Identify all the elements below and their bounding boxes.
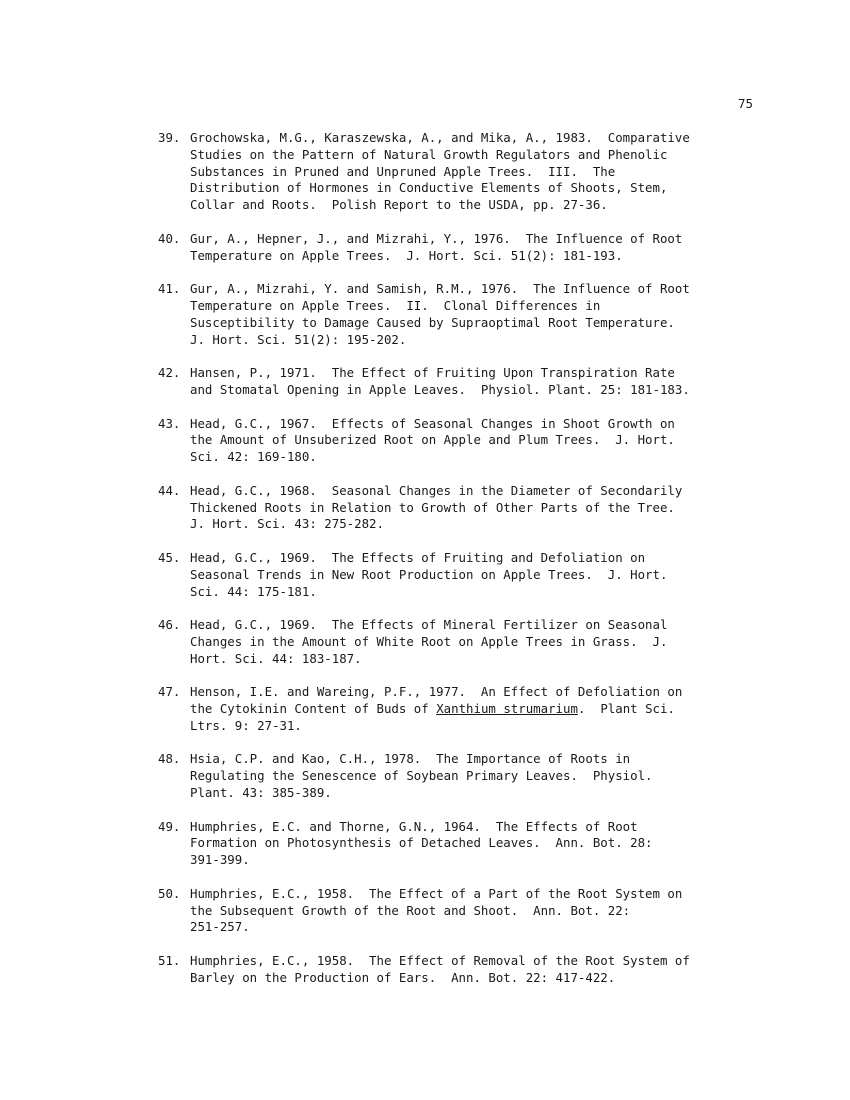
reference-line: Sci. 42: 169-180. [190, 449, 317, 465]
page-number: 75 [738, 96, 753, 111]
reference-line-end: . Plant Sci. [577, 701, 675, 717]
reference-number: 48. [158, 751, 181, 767]
reference-line: Hsia, C.P. and Kao, C.H., 1978. The Importance of Roots in [190, 751, 631, 767]
reference-text [190, 416, 778, 466]
reference-line: Hansen, P., 1971. The Effect of Fruiting Upon Transpiration Rate [190, 365, 675, 381]
reference-line: Head, G.C., 1969. The Effects of Mineral Fertilizer on Seasonal [190, 617, 668, 633]
reference-text [190, 281, 778, 348]
reference-line: the Amount of Unsuberized Root on Apple and Plum Trees. J. Hort. [190, 432, 675, 448]
reference-line: Head, G.C., 1967. Effects of Seasonal Changes in Shoot Growth on [190, 415, 675, 431]
reference-item [158, 416, 778, 466]
reference-line: J. Hort. Sci. 43: 275-282. [190, 516, 384, 532]
reference-text [190, 819, 778, 869]
reference-line-start: the Cytokinin Content of Buds of [190, 701, 437, 717]
reference-line: 391-399. [190, 852, 250, 868]
reference-line: Sci. 44: 175-181. [190, 583, 317, 599]
reference-text [190, 231, 778, 265]
reference-text [190, 886, 778, 936]
reference-line: 251-257. [190, 919, 250, 935]
reference-item [158, 953, 778, 987]
reference-list [158, 130, 778, 987]
reference-line: Regulating the Senescence of Soybean Primary Leaves. Physiol. [190, 768, 653, 784]
reference-item [158, 886, 778, 936]
reference-line: Henson, I.E. and Wareing, P.F., 1977. An Effect of Defoliation on [190, 684, 683, 700]
reference-item [158, 684, 778, 734]
reference-line: and Stomatal Opening in Apple Leaves. Physiol. Plant. 25: 181-183. [190, 381, 690, 397]
reference-number: 44. [158, 482, 181, 498]
reference-item [158, 281, 778, 348]
reference-line: Humphries, E.C., 1958. The Effect of Removal of the Root System of [190, 953, 690, 969]
reference-text [190, 751, 778, 801]
reference-line: Humphries, E.C., 1958. The Effect of a Part of the Root System on [190, 885, 683, 901]
reference-line: Changes in the Amount of White Root on Apple Trees in Grass. J. [190, 633, 668, 649]
reference-number: 47. [158, 684, 181, 700]
reference-line: the Subsequent Growth of the Root and Shoot. Ann. Bot. 22: [190, 902, 631, 918]
reference-text [190, 365, 778, 399]
reference-line: Barley on the Production of Ears. Ann. Bot. 22: 417-422. [190, 969, 616, 985]
reference-number: 45. [158, 549, 181, 565]
reference-line: Temperature on Apple Trees. II. Clonal Differences in [190, 297, 601, 313]
reference-text [190, 684, 778, 734]
reference-number: 43. [158, 415, 181, 431]
reference-line: J. Hort. Sci. 51(2): 195-202. [190, 331, 407, 347]
reference-text [190, 617, 778, 667]
reference-line: Humphries, E.C. and Thorne, G.N., 1964. The Effects of Root [190, 818, 638, 834]
reference-item [158, 365, 778, 399]
reference-line: Formation on Photosynthesis of Detached Leaves. Ann. Bot. 28: [190, 835, 653, 851]
reference-item [158, 751, 778, 801]
reference-item [158, 130, 778, 214]
reference-item [158, 819, 778, 869]
reference-line: Temperature on Apple Trees. J. Hort. Sci. 51(2): 181-193. [190, 247, 623, 263]
reference-line: Plant. 43: 385-389. [190, 785, 332, 801]
reference-line: Grochowska, M.G., Karaszewska, A., and Mika, A., 1983. Comparative [190, 130, 690, 145]
reference-item [158, 550, 778, 600]
reference-number: 50. [158, 885, 181, 901]
reference-line: Collar and Roots. Polish Report to the USDA, pp. 27-36. [190, 197, 608, 213]
reference-line [190, 701, 778, 718]
reference-line: Substances in Pruned and Unpruned Apple Trees. III. The [190, 163, 616, 179]
reference-text [190, 130, 778, 214]
reference-line: Thickened Roots in Relation to Growth of Other Parts of the Tree. [190, 499, 675, 515]
reference-text [190, 483, 778, 533]
reference-item [158, 231, 778, 265]
reference-number: 41. [158, 281, 181, 297]
reference-number: 49. [158, 818, 181, 834]
reference-line: Gur, A., Hepner, J., and Mizrahi, Y., 1976. The Influence of Root [190, 230, 683, 246]
reference-line: Gur, A., Mizrahi, Y. and Samish, R.M., 1976. The Influence of Root [190, 281, 690, 297]
reference-number: 39. [158, 130, 181, 145]
reference-number: 46. [158, 617, 181, 633]
reference-line: Ltrs. 9: 27-31. [190, 717, 302, 733]
reference-line: Distribution of Hormones in Conductive Elements of Shoots, Stem, [190, 180, 668, 196]
species-name: Xanthium strumarium [436, 701, 578, 717]
reference-line: Head, G.C., 1969. The Effects of Fruiting and Defoliation on [190, 549, 646, 565]
reference-text [190, 953, 778, 987]
reference-line: Studies on the Pattern of Natural Growth Regulators and Phenolic [190, 146, 668, 162]
reference-number: 42. [158, 365, 181, 381]
reference-line: Susceptibility to Damage Caused by Supraoptimal Root Temperature. [190, 314, 675, 330]
reference-item [158, 483, 778, 533]
reference-line: Seasonal Trends in New Root Production on Apple Trees. J. Hort. [190, 566, 668, 582]
reference-number: 51. [158, 953, 181, 969]
reference-number: 40. [158, 230, 181, 246]
reference-line: Head, G.C., 1968. Seasonal Changes in the Diameter of Secondarily [190, 482, 683, 498]
reference-text [190, 550, 778, 600]
reference-item [158, 617, 778, 667]
reference-line: Hort. Sci. 44: 183-187. [190, 650, 362, 666]
